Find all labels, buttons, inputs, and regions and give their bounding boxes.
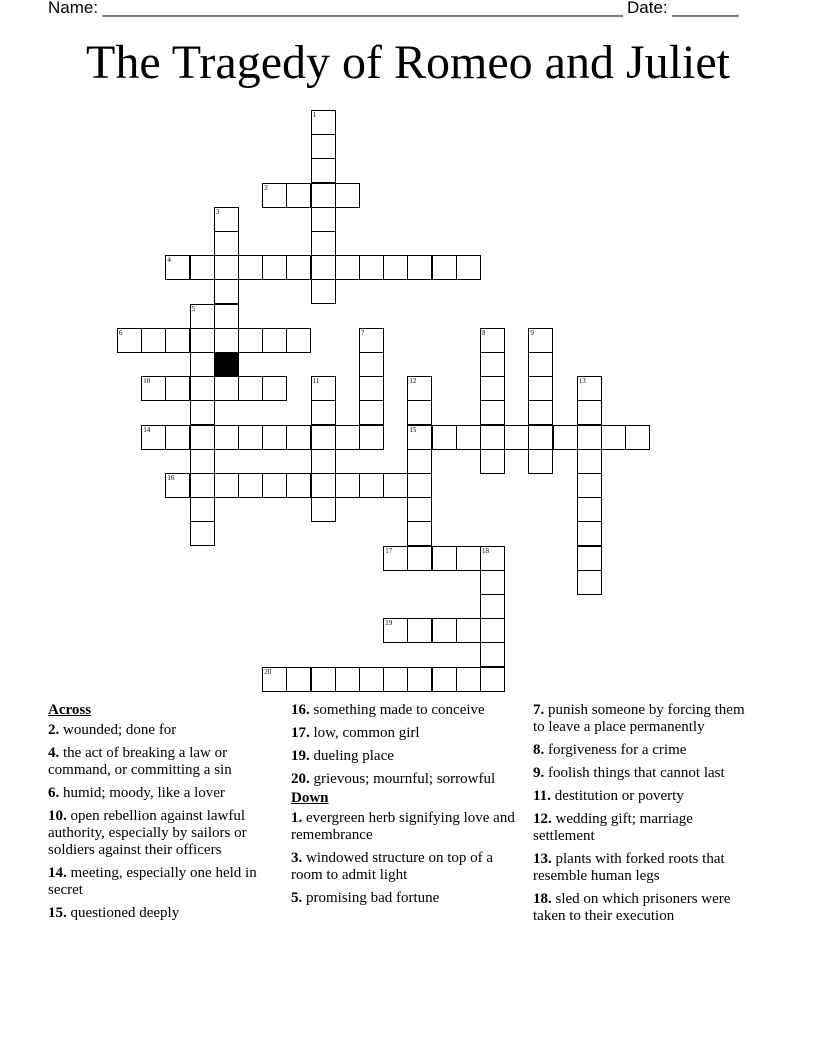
grid-cell[interactable] (335, 425, 360, 450)
grid-cell[interactable] (165, 473, 190, 498)
grid-cell[interactable] (190, 473, 215, 498)
grid-cell[interactable] (286, 328, 311, 353)
clue-across-6: 6. humid; moody, like a lover (48, 785, 225, 801)
grid-cell[interactable] (286, 255, 311, 280)
grid-cell[interactable] (311, 400, 336, 425)
grid-cell[interactable] (141, 328, 166, 353)
grid-cell[interactable] (432, 618, 457, 643)
grid-cell[interactable] (311, 667, 336, 692)
grid-cell[interactable] (577, 449, 602, 474)
grid-cell[interactable] (407, 400, 432, 425)
clue-across-14: 14. meeting, especially one held in secret (48, 865, 257, 898)
grid-cell[interactable] (528, 425, 553, 450)
grid-cell[interactable] (383, 667, 408, 692)
grid-cell[interactable] (214, 255, 239, 280)
clue-down-8: 8. forgiveness for a crime (533, 742, 687, 758)
grid-cell[interactable] (165, 328, 190, 353)
grid-cell[interactable] (528, 352, 553, 377)
clue-down-1: 1. evergreen herb signifying love and remembrance (291, 810, 515, 843)
grid-cell[interactable] (311, 110, 336, 135)
clue-across-10: 10. open rebellion against lawful authority, especially by sailors or soldiers against their officers (48, 808, 247, 858)
grid-cell[interactable] (528, 328, 553, 353)
grid-cell[interactable] (190, 449, 215, 474)
grid-cell[interactable] (311, 231, 336, 256)
grid-cell[interactable] (528, 376, 553, 401)
grid-cell[interactable] (311, 425, 336, 450)
grid-cell[interactable] (190, 304, 215, 329)
grid-cell[interactable] (165, 255, 190, 280)
grid-clue-number: 14 (143, 425, 151, 434)
grid-block-cell (214, 352, 239, 377)
grid-cell[interactable] (311, 449, 336, 474)
grid-cell[interactable] (359, 400, 384, 425)
grid-cell[interactable] (311, 183, 336, 208)
grid-cell[interactable] (577, 521, 602, 546)
grid-cell[interactable] (407, 521, 432, 546)
grid-cell[interactable] (480, 594, 505, 619)
grid-clue-number: 10 (143, 377, 151, 386)
grid-clue-number: 1 (312, 111, 317, 119)
grid-cell[interactable] (407, 667, 432, 692)
grid-cell[interactable] (407, 449, 432, 474)
grid-cell[interactable] (335, 255, 360, 280)
grid-cell[interactable] (456, 546, 481, 571)
grid-cell[interactable] (190, 497, 215, 522)
grid-cell[interactable] (383, 473, 408, 498)
clue-across-2: 2. wounded; done for (48, 722, 177, 738)
grid-cell[interactable] (286, 473, 311, 498)
clue-across-20: 20. grievous; mournful; sorrowful (291, 771, 496, 787)
grid-cell[interactable] (480, 642, 505, 667)
grid-cell[interactable] (480, 449, 505, 474)
grid-clue-number: 2 (264, 183, 268, 192)
grid-cell[interactable] (432, 667, 457, 692)
grid-cell[interactable] (407, 255, 432, 280)
grid-cell[interactable] (625, 425, 650, 450)
grid-cell[interactable] (577, 376, 602, 401)
grid-cell[interactable] (456, 618, 481, 643)
grid-cell[interactable] (407, 546, 432, 571)
grid-cell[interactable] (359, 255, 384, 280)
grid-clue-number: 7 (361, 328, 365, 337)
grid-cell[interactable] (262, 473, 287, 498)
grid-cell[interactable] (238, 255, 263, 280)
grid-cell[interactable] (214, 207, 239, 232)
grid-cell[interactable] (165, 376, 190, 401)
grid-cell[interactable] (528, 449, 553, 474)
grid-cell[interactable] (286, 667, 311, 692)
grid-cell[interactable] (577, 425, 602, 450)
grid-clue-number: 4 (167, 256, 171, 265)
grid-cell[interactable] (335, 183, 360, 208)
grid-cell[interactable] (190, 400, 215, 425)
grid-cell[interactable] (480, 546, 505, 571)
grid-cell[interactable] (601, 425, 626, 450)
grid-cell[interactable] (577, 546, 602, 571)
clue-down-18: 18. sled on which prisoners were taken to their execution (533, 891, 731, 924)
grid-cell[interactable] (407, 473, 432, 498)
grid-cell[interactable] (141, 376, 166, 401)
clue-down-3: 3. windowed structure on top of a room to admit light (291, 850, 494, 883)
grid-cell[interactable] (553, 425, 578, 450)
across-heading: Across (48, 702, 92, 718)
grid-cell[interactable] (262, 183, 287, 208)
grid-cell[interactable] (214, 328, 239, 353)
grid-cell[interactable] (214, 279, 239, 304)
grid-cell[interactable] (262, 425, 287, 450)
grid-clue-number: 12 (409, 377, 417, 386)
clue-down-9: 9. foolish things that cannot last (533, 765, 725, 781)
grid-cell[interactable] (311, 279, 336, 304)
grid-cell[interactable] (238, 425, 263, 450)
grid-cell[interactable] (214, 376, 239, 401)
grid-cell[interactable] (262, 328, 287, 353)
grid-cell[interactable] (407, 618, 432, 643)
clue-down-13: 13. plants with forked roots that resemble human legs (533, 851, 725, 884)
grid-cell[interactable] (480, 425, 505, 450)
grid-cell[interactable] (383, 255, 408, 280)
grid-cell[interactable] (262, 255, 287, 280)
grid-cell[interactable] (311, 473, 336, 498)
grid-cell[interactable] (577, 473, 602, 498)
clue-across-17: 17. low, common girl (291, 725, 420, 741)
grid-cell[interactable] (190, 376, 215, 401)
clue-down-11: 11. destitution or poverty (533, 788, 684, 804)
grid-cell[interactable] (480, 570, 505, 595)
down-heading: Down (291, 790, 329, 806)
grid-cell[interactable] (311, 255, 336, 280)
grid-cell[interactable] (383, 618, 408, 643)
grid-cell[interactable] (286, 183, 311, 208)
grid-clue-number: 16 (167, 474, 175, 482)
grid-cell[interactable] (238, 328, 263, 353)
grid-cell[interactable] (214, 473, 239, 498)
grid-cell[interactable] (359, 425, 384, 450)
grid-cell[interactable] (504, 425, 529, 450)
grid-cell[interactable] (190, 352, 215, 377)
grid-cell[interactable] (456, 425, 481, 450)
grid-cell[interactable] (528, 400, 553, 425)
grid-cell[interactable] (214, 425, 239, 450)
page-title: The Tragedy of Romeo and Juliet (86, 36, 730, 89)
grid-cell[interactable] (335, 473, 360, 498)
grid-cell[interactable] (383, 546, 408, 571)
grid-cell[interactable] (117, 328, 142, 353)
clue-across-16: 16. something made to conceive (291, 702, 485, 718)
grid-cell[interactable] (311, 207, 336, 232)
grid-cell[interactable] (335, 667, 360, 692)
grid-cell[interactable] (141, 425, 166, 450)
grid-cell[interactable] (190, 255, 215, 280)
grid-cell[interactable] (577, 497, 602, 522)
grid-cell[interactable] (262, 667, 287, 692)
grid-cell[interactable] (480, 667, 505, 692)
grid-clue-number: 19 (385, 619, 393, 628)
grid-cell[interactable] (480, 352, 505, 377)
clue-across-4: 4. the act of breaking a law or command, or committing a sin (48, 745, 232, 778)
grid-cell[interactable] (432, 546, 457, 571)
grid-cell[interactable] (214, 304, 239, 329)
grid-clue-number: 13 (578, 377, 586, 386)
grid-cell[interactable] (238, 376, 263, 401)
grid-cell[interactable] (238, 473, 263, 498)
grid-cell[interactable] (311, 158, 336, 183)
grid-cell[interactable] (359, 667, 384, 692)
grid-cell[interactable] (359, 473, 384, 498)
date-field-label: Date: _______ (627, 0, 739, 17)
grid-clue-number: 20 (264, 667, 272, 676)
grid-cell[interactable] (407, 497, 432, 522)
name-field-label: Name: _______________________________________________________ (48, 0, 623, 17)
grid-cell[interactable] (214, 231, 239, 256)
grid-clue-number: 3 (215, 207, 220, 216)
grid-cell[interactable] (286, 425, 311, 450)
grid-cell[interactable] (359, 376, 384, 401)
grid-cell[interactable] (456, 255, 481, 280)
grid-cell[interactable] (407, 376, 432, 401)
grid-cell[interactable] (480, 618, 505, 643)
grid-clue-number: 5 (191, 304, 196, 313)
grid-clue-number: 18 (482, 546, 489, 555)
grid-cell[interactable] (480, 376, 505, 401)
grid-clue-number: 6 (119, 328, 123, 337)
grid-cell[interactable] (456, 667, 481, 692)
grid-cell[interactable] (407, 425, 432, 450)
grid-cell[interactable] (480, 400, 505, 425)
grid-cell[interactable] (359, 328, 384, 353)
grid-cell[interactable] (359, 352, 384, 377)
grid-cell[interactable] (190, 521, 215, 546)
clue-column-3 (533, 702, 748, 931)
grid-clue-number: 8 (482, 328, 486, 337)
grid-clue-number: 17 (385, 546, 393, 555)
grid-cell[interactable] (262, 376, 287, 401)
clue-across-15: 15. questioned deeply (48, 905, 180, 921)
grid-cell[interactable] (577, 570, 602, 595)
grid-cell[interactable] (165, 425, 190, 450)
grid-cell[interactable] (311, 134, 336, 159)
clue-down-12: 12. wedding gift; marriage settlement (533, 811, 693, 844)
grid-cell[interactable] (480, 328, 505, 353)
grid-cell[interactable] (190, 425, 215, 450)
grid-cell[interactable] (190, 328, 215, 353)
clue-down-7: 7. punish someone by forcing them to leave a place permanently (533, 702, 745, 735)
grid-cell[interactable] (577, 400, 602, 425)
grid-clue-number: 15 (409, 425, 417, 434)
grid-cell[interactable] (311, 376, 336, 401)
clue-column-2 (291, 702, 516, 913)
grid-cell[interactable] (432, 255, 457, 280)
clue-down-5: 5. promising bad fortune (291, 890, 440, 906)
grid-cell[interactable] (311, 497, 336, 522)
clue-column-1 (48, 702, 268, 928)
grid-cell[interactable] (432, 425, 457, 450)
clue-across-19: 19. dueling place (291, 748, 394, 764)
grid-clue-number: 11 (312, 377, 320, 386)
grid-clue-number: 9 (530, 328, 534, 337)
